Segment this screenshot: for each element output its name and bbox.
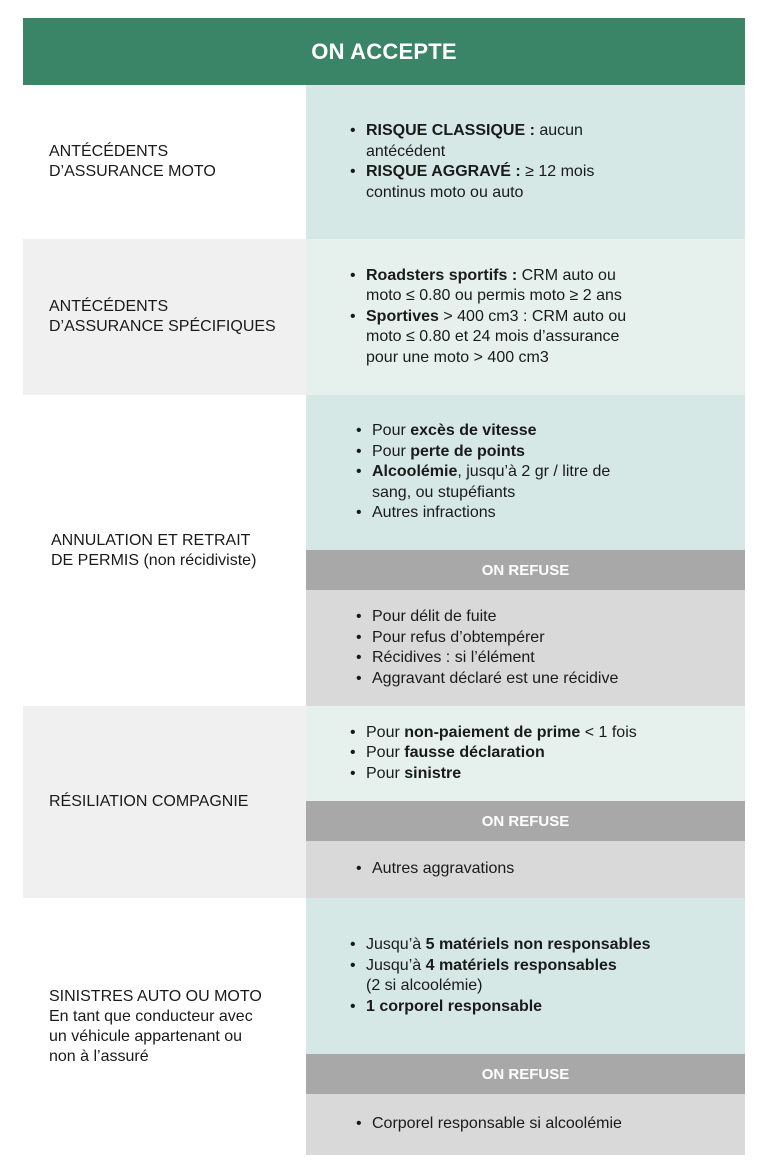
row-label — [23, 898, 306, 1155]
accept-cell — [306, 898, 745, 1054]
list-item: • Pour excès de vitesse — [354, 421, 723, 442]
row-annulation-permis — [23, 395, 745, 706]
list-item: • Jusqu’à 4 matériels responsables (2 si alcoolémie) — [348, 956, 723, 997]
accept-cell — [306, 239, 745, 395]
accept-header: ON ACCEPTE — [23, 18, 745, 85]
accept-list — [348, 121, 723, 203]
row-label-line: RÉSILIATION COMPAGNIE — [49, 793, 249, 810]
refuse-list — [354, 1114, 723, 1135]
list-item: • Corporel responsable si alcoolémie — [354, 1114, 723, 1135]
refuse-cell — [306, 841, 745, 898]
list-item: • Jusqu’à 5 matériels non responsables — [348, 935, 723, 956]
row-label-line: En tant que conducteur avec — [49, 1007, 253, 1025]
list-item: • Pour délit de fuite — [354, 607, 723, 628]
row-antecedents-moto — [23, 85, 745, 239]
row-label-line: un véhicule appartenant ou — [49, 1027, 243, 1045]
accept-list — [348, 266, 723, 369]
row-sinistres — [23, 898, 745, 1155]
list-item: • Pour fausse déclaration — [348, 743, 723, 764]
row-label-line: D’ASSURANCE MOTO — [49, 163, 216, 180]
list-item: • 1 corporel responsable — [348, 997, 723, 1018]
row-label-line: non à l’assuré — [49, 1047, 149, 1065]
row-label — [23, 706, 306, 898]
refuse-cell — [306, 590, 745, 706]
list-item: • Autres infractions — [354, 503, 723, 524]
list-item: • Alcoolémie, jusqu’à 2 gr / litre de sang, ou stupéfiants — [354, 462, 723, 503]
list-item: • Pour non-paiement de prime < 1 fois — [348, 723, 723, 744]
accept-cell — [306, 395, 745, 550]
refuse-header: ON REFUSE — [306, 1054, 745, 1094]
row-label — [23, 239, 306, 395]
row-antecedents-specifiques — [23, 239, 745, 395]
accept-list — [354, 421, 723, 524]
list-item: • Aggravant déclaré est une récidive — [354, 669, 723, 690]
row-label-line: ANTÉCÉDENTS — [49, 298, 169, 315]
row-label-line: DE PERMIS (non récidiviste) — [51, 551, 257, 569]
refuse-list — [354, 859, 723, 880]
refuse-list — [354, 607, 723, 689]
accept-list — [348, 723, 723, 785]
list-item: • Pour perte de points — [354, 442, 723, 463]
row-resiliation — [23, 706, 745, 898]
refuse-header: ON REFUSE — [306, 550, 745, 590]
row-label-line: ANNULATION ET RETRAIT — [51, 531, 251, 549]
refuse-cell — [306, 1094, 745, 1155]
list-item: • RISQUE AGGRAVÉ : ≥ 12 mois continus moto ou auto — [348, 162, 723, 203]
row-label-line: D’ASSURANCE SPÉCIFIQUES — [49, 318, 276, 335]
row-label-line: ANTÉCÉDENTS — [49, 143, 169, 160]
list-item: • Roadsters sportifs : CRM auto ou moto ≤ 0.80 ou permis moto ≥ 2 ans — [348, 266, 723, 307]
list-item: • Autres aggravations — [354, 859, 723, 880]
accept-cell — [306, 85, 745, 239]
list-item: • Sportives > 400 cm3 : CRM auto ou moto ≤ 0.80 et 24 mois d’assurance pour une moto > 400 cm3 — [348, 307, 723, 369]
list-item: • RISQUE CLASSIQUE : aucun antécédent — [348, 121, 723, 162]
refuse-header: ON REFUSE — [306, 801, 745, 841]
row-label — [23, 395, 306, 706]
row-label-line: SINISTRES AUTO OU MOTO — [49, 987, 262, 1005]
accept-list — [348, 935, 723, 1017]
list-item: • Récidives : si l’élément — [354, 648, 723, 669]
list-item: • Pour sinistre — [348, 764, 723, 785]
row-label — [23, 85, 306, 239]
accept-cell — [306, 706, 745, 801]
list-item: • Pour refus d’obtempérer — [354, 628, 723, 649]
